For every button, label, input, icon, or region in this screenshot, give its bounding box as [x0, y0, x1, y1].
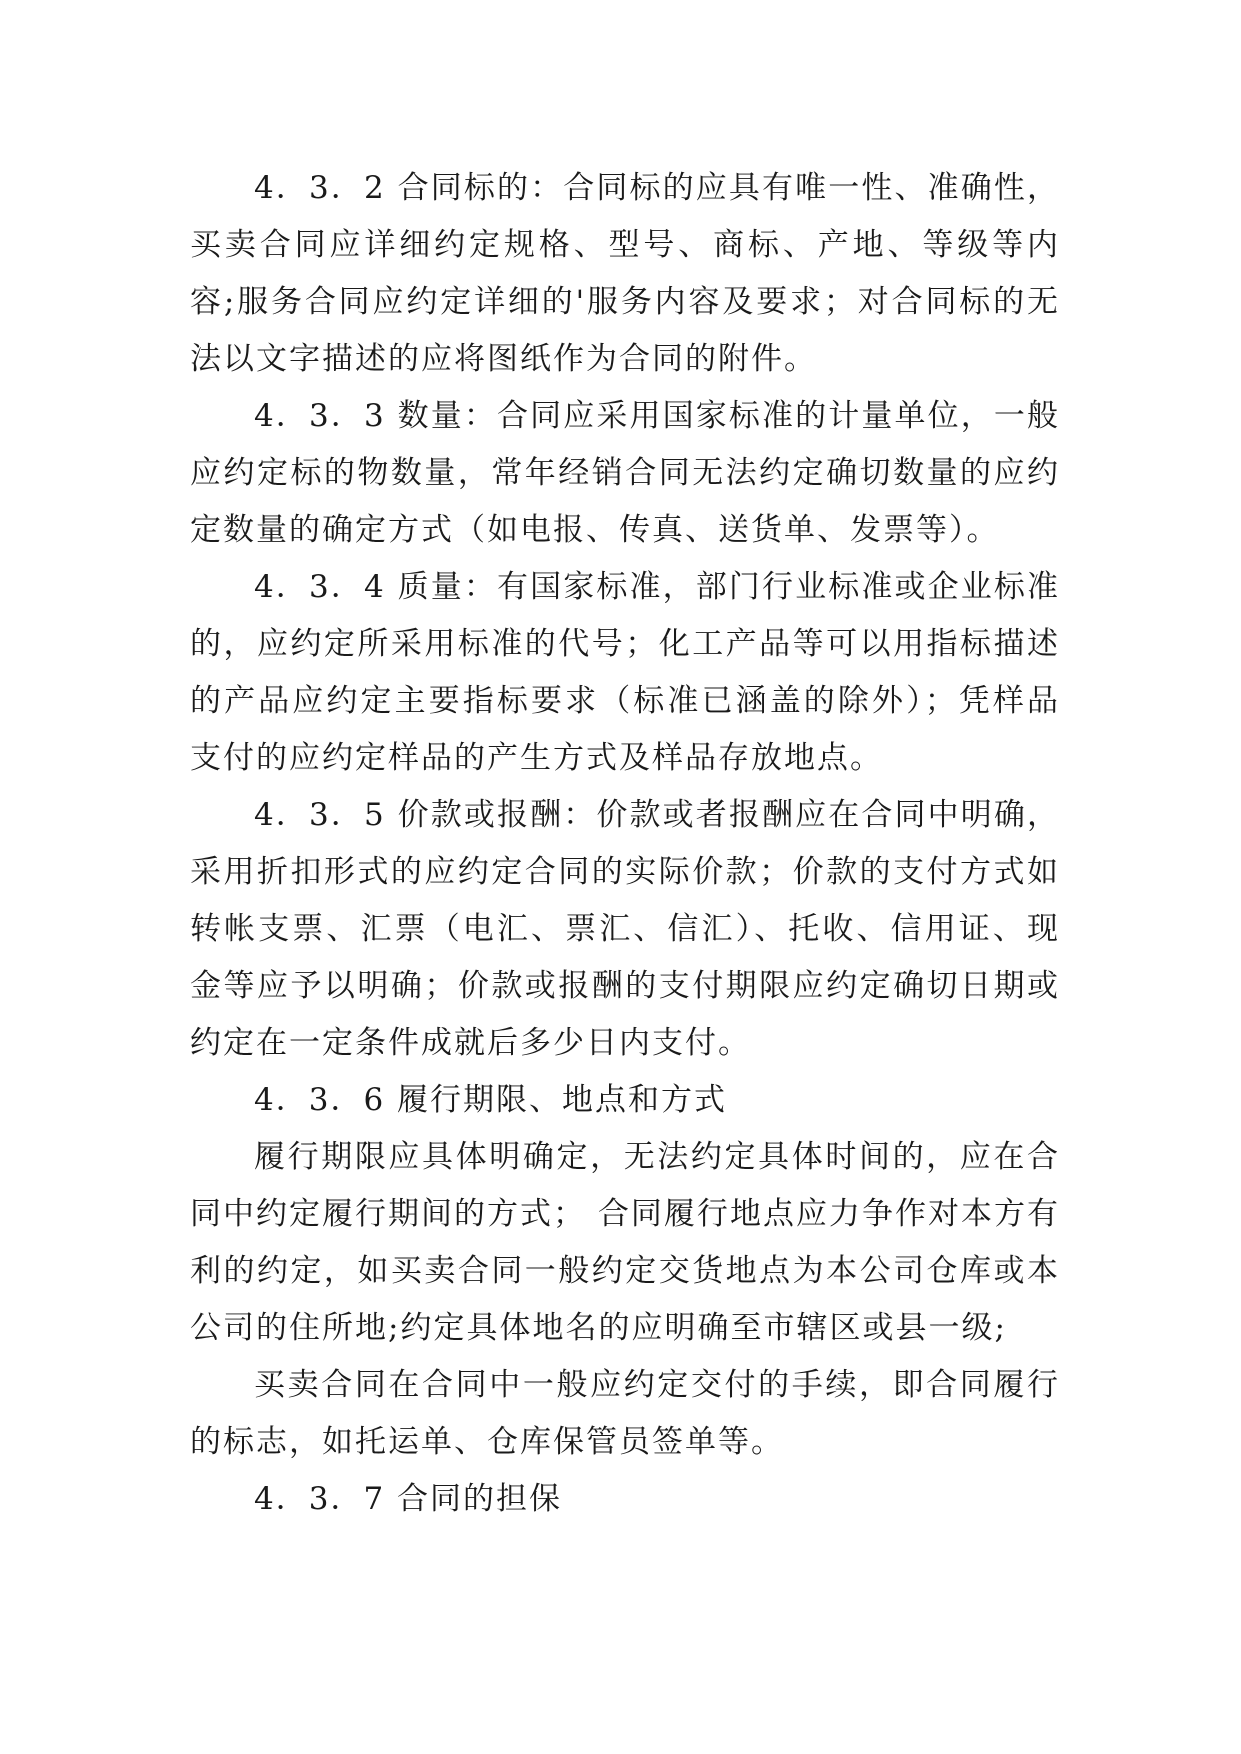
paragraph-4-3-2: 4．3．2 合同标的：合同标的应具有唯一性、准确性，买卖合同应详细约定规格、型号、商标、产地、等级等内容;服务合同应约定详细的'服务内容及要求；对合同标的无法以文字描述的应将图纸作为合同的附件。 — [190, 170, 1060, 377]
paragraph-4-3-4: 4．3．4 质量：有国家标准，部门行业标准或企业标准的，应约定所采用标准的代号；化工产品等可以用指标描述的产品应约定主要指标要求（标准已涵盖的除外）；凭样品支付的应约定样品的产生方式及样品存放地点。 — [190, 569, 1060, 776]
heading-4-3-7: 4．3．7 合同的担保 — [254, 1481, 563, 1517]
paragraph-4-3-3: 4．3．3 数量：合同应采用国家标准的计量单位，一般应约定标的物数量，常年经销合同无法约定确切数量的应约定数量的确定方式（如电报、传真、送货单、发票等）。 — [190, 398, 1060, 548]
paragraph-performance-period: 履行期限应具体明确定，无法约定具体时间的，应在合同中约定履行期间的方式； 合同履行地点应力争作对本方有利的约定，如买卖合同一般约定交货地点为本公司仓库或本公司的住所地;约定具体地名的应明确至市辖区或县一级; — [190, 1139, 1060, 1346]
paragraph-delivery-procedure: 买卖合同在合同中一般应约定交付的手续，即合同履行的标志，如托运单、仓库保管员签单等。 — [190, 1367, 1060, 1460]
paragraph-4-3-5: 4．3．5 价款或报酬：价款或者报酬应在合同中明确，采用折扣形式的应约定合同的实际价款；价款的支付方式如转帐支票、汇票（电汇、票汇、信汇）、托收、信用证、现金等应予以明确；价款或报酬的支付期限应约定确切日期或约定在一定条件成就后多少日内支付。 — [190, 797, 1060, 1061]
heading-4-3-6: 4．3．6 履行期限、地点和方式 — [254, 1082, 728, 1118]
document-page — [190, 160, 1060, 1528]
